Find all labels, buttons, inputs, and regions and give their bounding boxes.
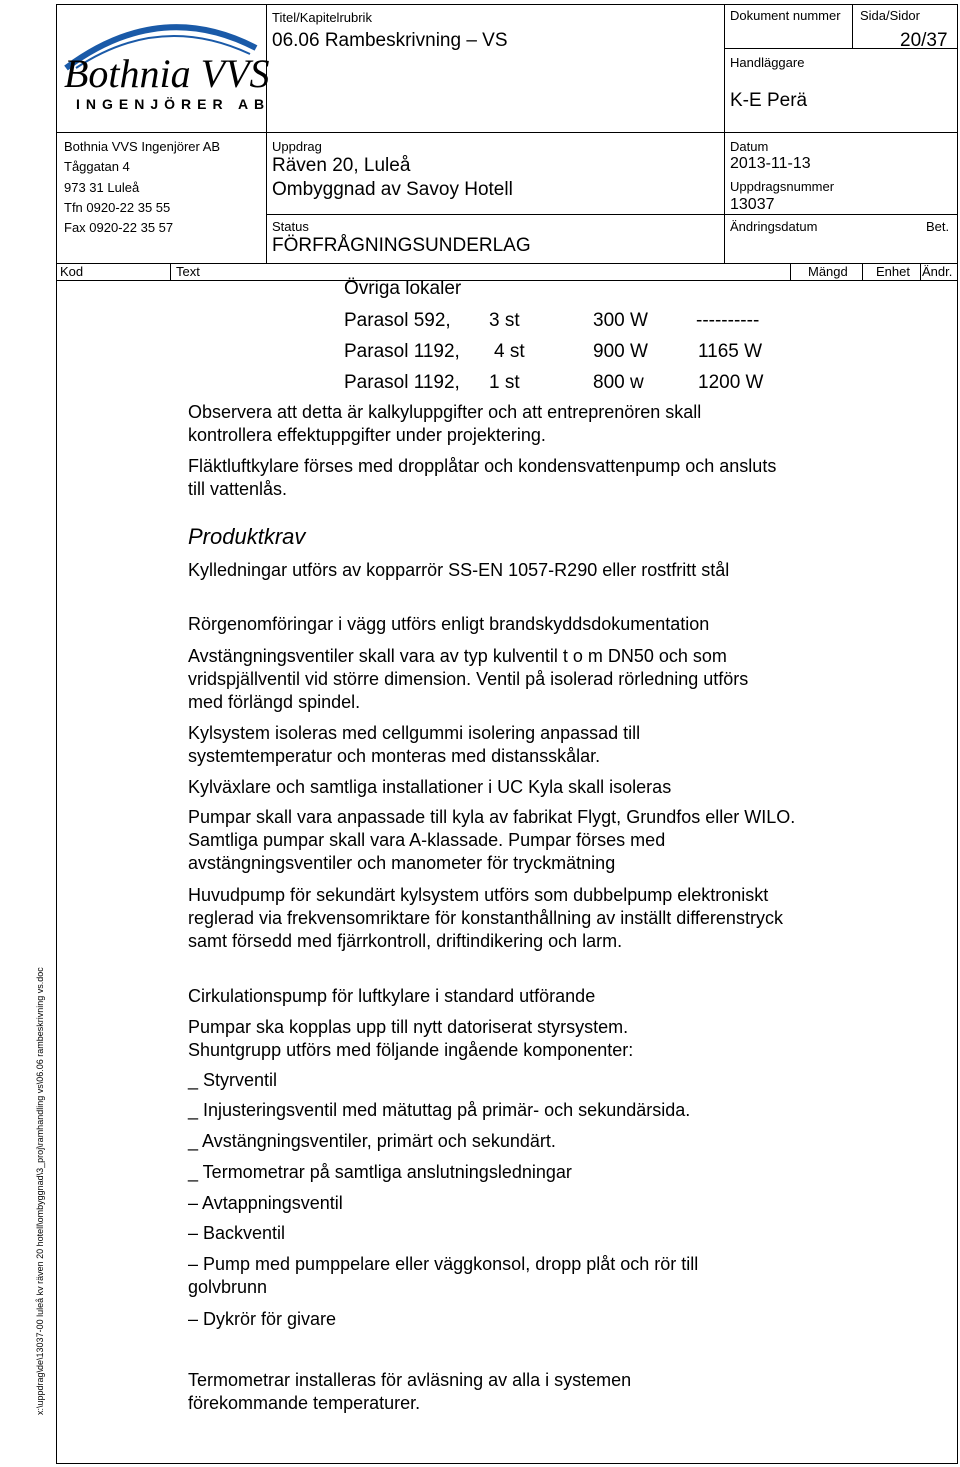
requirement-paragraph: Rörgenomföringar i vägg utförs enligt brandskyddsdokumentation bbox=[188, 614, 710, 634]
assignment-number-label: Uppdragsnummer bbox=[730, 179, 835, 194]
divider bbox=[266, 4, 267, 264]
logo-text-sub: INGENJÖRER AB bbox=[76, 96, 271, 112]
assignment-line2: Ombyggnad av Savoy Hotell bbox=[272, 179, 513, 200]
column-andr: Ändr. bbox=[922, 264, 953, 279]
section-title: Övriga lokaler bbox=[344, 278, 462, 299]
divider bbox=[56, 280, 958, 281]
change-date-label: Ändringsdatum bbox=[730, 219, 818, 234]
logo-text-main: Bothnia VVS bbox=[64, 51, 270, 96]
divider bbox=[266, 214, 724, 215]
row-power: 800 w bbox=[593, 372, 644, 393]
column-mangd: Mängd bbox=[808, 264, 848, 279]
row-qty: 1 st bbox=[489, 372, 520, 393]
row-qty: 3 st bbox=[489, 310, 520, 331]
company-street: Tåggatan 4 bbox=[64, 159, 130, 174]
requirement-paragraph: Kylväxlare och samtliga installationer i UC Kyla skall isoleras bbox=[188, 777, 672, 797]
row-power: 900 W bbox=[593, 341, 648, 362]
divider bbox=[852, 4, 853, 48]
requirement-paragraph: Kylledningar utförs av kopparrör SS-EN 1057-R290 eller rostfritt stål bbox=[188, 560, 730, 580]
note-paragraph: Fläktluftkylare förses med dropplåtar och kondensvattenpump och ansluts till vattenlås. bbox=[188, 456, 777, 499]
assignment-line1: Räven 20, Luleå bbox=[272, 155, 411, 176]
company-logo bbox=[60, 8, 271, 126]
company-phone: Tfn 0920-22 35 55 bbox=[64, 200, 171, 215]
list-item: – Dykrör för givare bbox=[188, 1309, 337, 1329]
requirement-paragraph: Huvudpump för sekundärt kylsystem utförs som dubbelpump elektroniskt reglerad via frekvensomriktare för konstanthållning av inställt differenstryck samt försedd med fjärrkontroll, driftindikering och larm. bbox=[188, 885, 783, 951]
row-name: Parasol 1192, bbox=[344, 372, 460, 393]
list-item: _ Injusteringsventil med mätuttag på primär- och sekundärsida. bbox=[188, 1100, 691, 1120]
handler-label: Handläggare bbox=[730, 55, 805, 70]
note-paragraph: Observera att detta är kalkyluppgifter och att entreprenören skall kontrollera effektuppgifter under projektering. bbox=[188, 402, 702, 445]
status-value: FÖRFRÅGNINGSUNDERLAG bbox=[272, 235, 531, 256]
requirement-paragraph: Avstängningsventiler skall vara av typ kulventil t o m DN50 och som vridspjällventil vid större dimension. Ventil på isolerad rörledning utförs med förlängd spindel. bbox=[188, 646, 749, 712]
date-value: 2013-11-13 bbox=[730, 155, 811, 172]
list-item: – Backventil bbox=[188, 1223, 286, 1243]
row-name: Parasol 1192, bbox=[344, 341, 460, 362]
row-qty: 4 st bbox=[494, 341, 525, 362]
page-label: Sida/Sidor bbox=[860, 8, 920, 23]
divider bbox=[724, 214, 958, 215]
bet-label: Bet. bbox=[926, 219, 950, 234]
requirement-paragraph: Kylsystem isoleras med cellgummi isolering anpassad till systemtemperatur och monteras med distansskålar. bbox=[188, 723, 641, 766]
assignment-number: 13037 bbox=[730, 196, 775, 213]
row-name: Parasol 592, bbox=[344, 310, 451, 331]
requirement-paragraph: Pumpar skall vara anpassade till kyla av fabrikat Flygt, Grundfos eller WILO. Samtliga pumpar skall vara A-klassade. Pumpar förses med avstängningsventiler och manometer för tryckmätning bbox=[188, 807, 796, 873]
doc-number-label: Dokument nummer bbox=[730, 8, 841, 23]
row-extra: 1165 W bbox=[698, 341, 763, 362]
list-item: _ Termometrar på samtliga anslutningsledningar bbox=[188, 1162, 572, 1182]
column-text: Text bbox=[176, 264, 200, 279]
company-name: Bothnia VVS Ingenjörer AB bbox=[64, 139, 221, 154]
divider bbox=[56, 132, 958, 133]
list-item: _ Styrventil bbox=[188, 1070, 278, 1090]
divider bbox=[724, 4, 725, 264]
requirement-paragraph: Shuntgrupp utförs med följande ingående komponenter: bbox=[188, 1040, 634, 1060]
company-city: 973 31 Luleå bbox=[64, 180, 140, 195]
divider bbox=[170, 263, 171, 281]
document-title: 06.06 Rambeskrivning – VS bbox=[272, 30, 508, 51]
divider bbox=[862, 263, 863, 281]
row-power: 300 W bbox=[593, 310, 648, 331]
list-item: _ Avstängningsventiler, primärt och sekundärt. bbox=[188, 1131, 556, 1151]
date-label: Datum bbox=[730, 139, 769, 154]
row-extra: ---------- bbox=[696, 310, 760, 331]
list-item: – Pump med pumppelare eller väggkonsol, dropp plåt och rör till golvbrunn bbox=[188, 1254, 699, 1297]
page-number: 20/37 bbox=[900, 30, 948, 51]
divider bbox=[920, 263, 921, 281]
requirement-paragraph: Pumpar ska kopplas upp till nytt datoriserat styrsystem. bbox=[188, 1017, 629, 1037]
list-item: – Avtappningsventil bbox=[188, 1193, 343, 1213]
row-extra: 1200 W bbox=[698, 372, 764, 393]
column-kod: Kod bbox=[60, 264, 84, 279]
status-label: Status bbox=[272, 219, 309, 234]
assignment-label: Uppdrag bbox=[272, 139, 322, 154]
title-label: Titel/Kapitelrubrik bbox=[272, 10, 372, 25]
file-path-margin: x:\uppdrag\de\13037-00 luleå kv räven 20 hotell\ombyggnad\3_proj\ramhandling vs\06.06 rambeskrivning vs.doc bbox=[35, 967, 45, 1415]
divider bbox=[790, 263, 791, 281]
requirement-paragraph: Cirkulationspump för luftkylare i standard utförande bbox=[188, 986, 596, 1006]
company-fax: Fax 0920-22 35 57 bbox=[64, 220, 174, 235]
final-paragraph: Termometrar installeras för avläsning av alla i systemen förekommande temperaturer. bbox=[188, 1370, 632, 1413]
handler-name: K-E Perä bbox=[730, 90, 808, 111]
section-heading: Produktkrav bbox=[188, 524, 306, 549]
column-enhet: Enhet bbox=[876, 264, 910, 279]
